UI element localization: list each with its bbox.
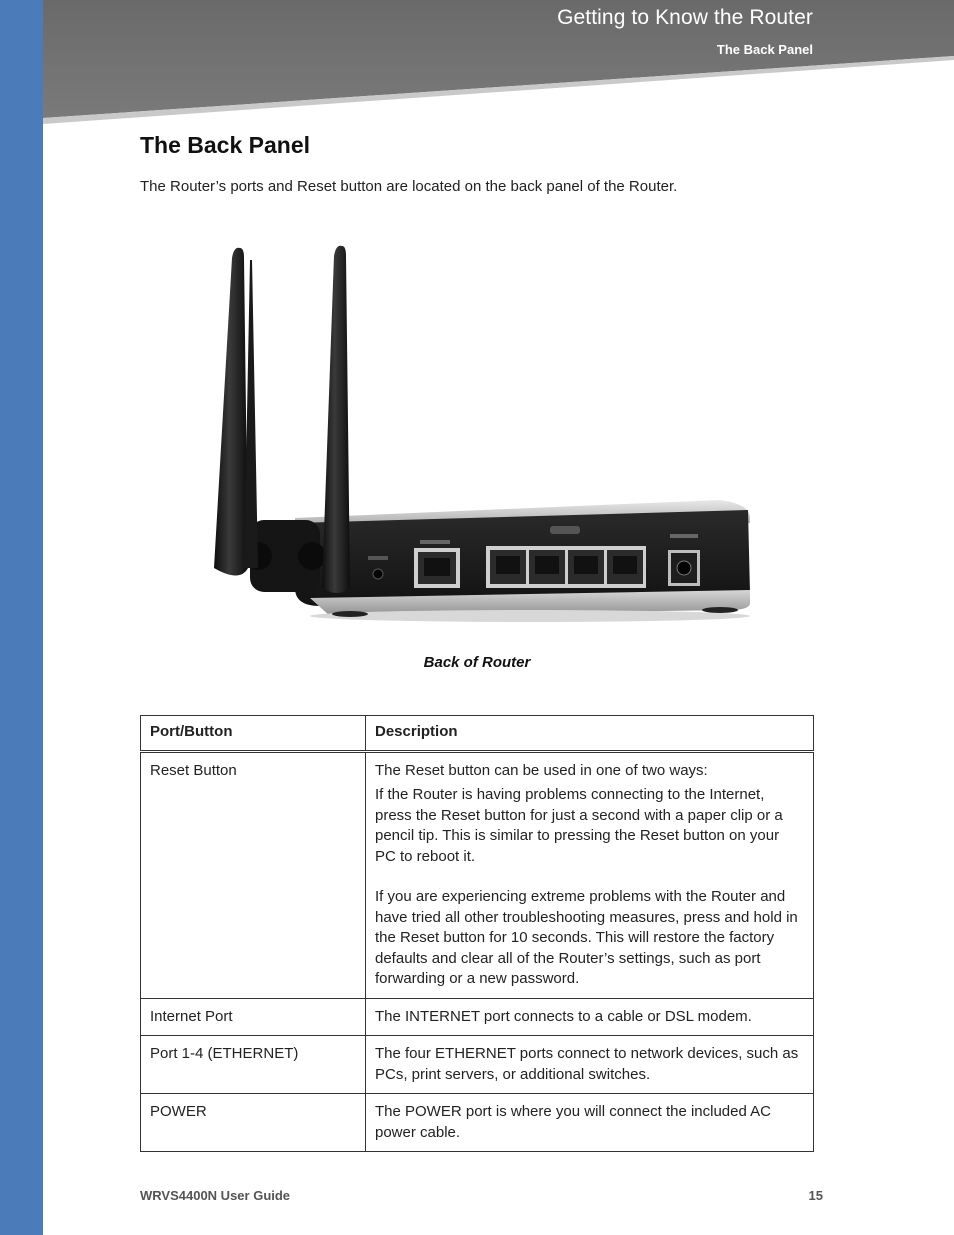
table-cell-description: [366, 751, 814, 998]
table-cell-port: Internet Port: [141, 998, 366, 1036]
table-header-row: [141, 716, 814, 752]
description-paragraph: The four ETHERNET ports connect to network devices, such as PCs, print servers, or additional switches.: [375, 1045, 799, 1083]
footer-page-number: 15: [808, 1188, 823, 1203]
table-row: [141, 998, 814, 1036]
left-accent-bar: [0, 0, 43, 1235]
table-cell-port: Reset Button: [141, 751, 366, 998]
figure-caption: Back of Router: [423, 654, 531, 671]
header-subtitle: The Back Panel: [716, 42, 813, 57]
intro-text: The Router’s ports and Reset button are located on the back panel of the Router.: [140, 178, 678, 195]
ports-table: [140, 715, 814, 1152]
table-row: [141, 1036, 814, 1094]
footer-guide-name: WRVS4400N User Guide: [140, 1188, 291, 1203]
router-back-panel-illustration: [200, 238, 760, 628]
table-header-port: Port/Button: [141, 716, 366, 752]
table-row: [141, 1094, 814, 1152]
table-cell-port: POWER: [141, 1094, 366, 1152]
table-cell-description: [366, 1094, 814, 1152]
table-cell-description: [366, 1036, 814, 1094]
header-band: [43, 0, 954, 125]
table-cell-port: Port 1-4 (ETHERNET): [141, 1036, 366, 1094]
table-cell-description: [366, 998, 814, 1036]
description-paragraph: The Reset button can be used in one of two ways:: [375, 761, 708, 779]
description-paragraph: If the Router is having problems connecting to the Internet, press the Reset button for just a second with a paper clip or a pencil tip. This is similar to pressing the Reset button on your PC to reboot it.: [375, 786, 783, 865]
section-heading: The Back Panel: [140, 132, 311, 158]
table-header-description: Description: [366, 716, 814, 752]
description-paragraph: The INTERNET port connects to a cable or DSL modem.: [375, 1007, 752, 1025]
description-paragraph: If you are experiencing extreme problems with the Router and have tried all other troubleshooting measures, press and hold in the Reset button for 10 seconds. This will restore the factory defaults and clear all of the Router’s settings, such as port forwarding or a new password.: [375, 888, 798, 987]
table-row: [141, 751, 814, 998]
description-paragraph: The POWER port is where you will connect the included AC power cable.: [375, 1103, 772, 1141]
header-title: Getting to Know the Router: [557, 6, 813, 29]
